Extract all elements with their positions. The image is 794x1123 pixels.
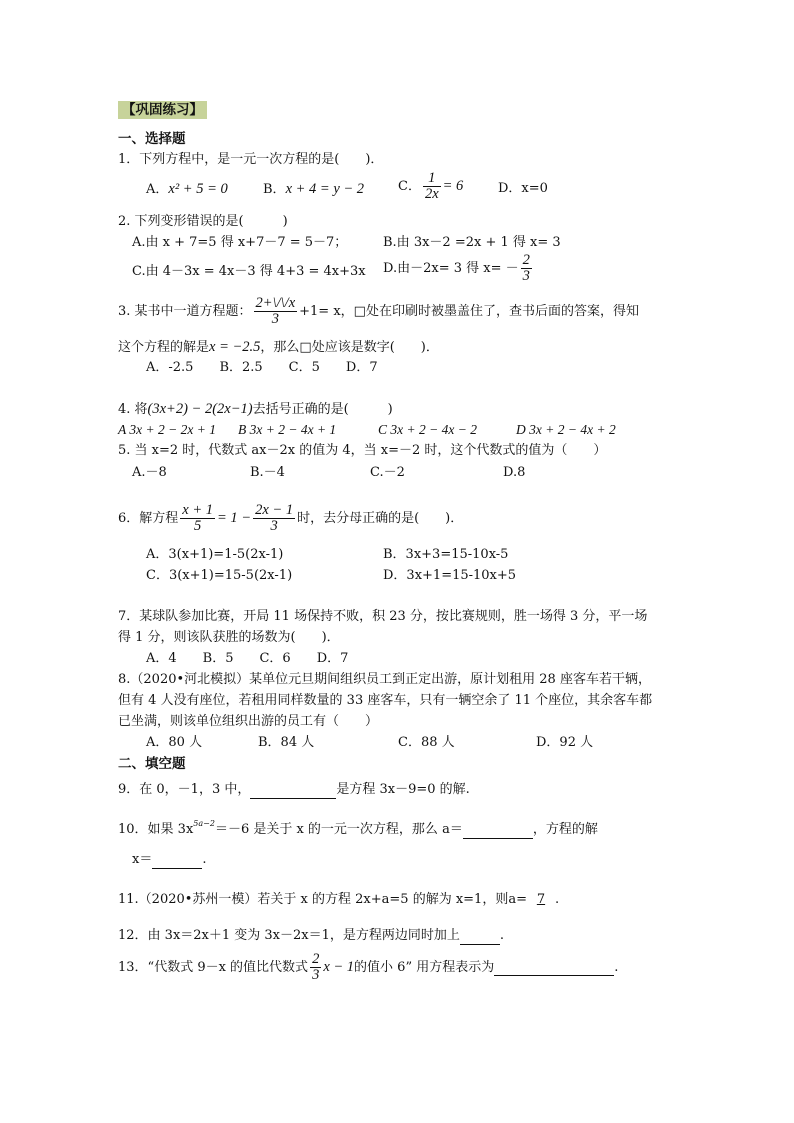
q6-stem (118, 503, 463, 534)
q6-d2: 3 (253, 518, 295, 534)
q10-line1 (118, 819, 598, 839)
q10-exponent: 5a−2 (193, 819, 215, 828)
q10-a-blank[interactable] (463, 822, 533, 839)
q9-pre: 9．在 0，－1，3 中， (118, 782, 251, 797)
q11-pre: 11.（2020•苏州一模）若关于 x 的方程 2x+a=5 的解为 x=1，则a= (118, 892, 527, 907)
q1-b-label: B． (263, 182, 286, 197)
q3-options: A．-2.5 B．2.5 C．5 D．7 (146, 360, 378, 375)
q6-fraction-1 (180, 503, 215, 534)
q3-line2-pre: 这个方程的解是 (118, 340, 210, 355)
q6-option-a: A．3(x+1)=1-5(2x-1) (146, 547, 284, 562)
q3-line2-math: x = −2.5 (209, 339, 261, 355)
q10-line2 (132, 852, 206, 869)
q1-c-num: 1 (428, 170, 436, 186)
q1-c-label: C． (398, 179, 421, 195)
q1-option-d: D．x=0 (498, 181, 548, 196)
q10-pre: 10．如果 3x (118, 822, 194, 837)
q3-pre: 3. 某书中一道方程题： (118, 303, 252, 319)
q6-option-d: D．3x+1=15-10x+5 (383, 568, 517, 583)
q2-d-text: D.由－2x= 3 得 x= － (383, 260, 519, 276)
q4-option-b: B 3x + 2 − 4x + 1 (238, 422, 337, 437)
q2-option-b: B.由 3x－2 =2x + 1 得 x= 3 (383, 235, 561, 250)
q8-line2: 但有 4 人没有座位，若租用同样数量的 33 座客车，只有一辆空余了 11 个座位，其余客车都 (118, 693, 653, 708)
q4-stem-math: (3x+2) − 2(2x−1) (147, 401, 253, 417)
q10-x-blank[interactable] (152, 852, 202, 869)
q1-option-a (146, 181, 228, 198)
q4-option-a: A 3x + 2 − 2x + 1 (118, 422, 216, 437)
q8-option-c: C．88 人 (398, 735, 455, 750)
q2-stem: 2. 下列变形错误的是( ) (118, 214, 288, 229)
q5-option-b: B.－4 (250, 465, 285, 480)
q9-line (118, 782, 470, 799)
q6-n2: 2x − 1 (255, 502, 294, 518)
section-tag-consolidation: 【巩固练习】 (118, 101, 207, 119)
q12-answer-blank[interactable] (460, 928, 500, 945)
q8-option-a: A．80 人 (146, 735, 203, 750)
q5-option-c: C.－2 (370, 465, 405, 480)
q13-line (118, 952, 618, 983)
q13-post: 的值小 6” 用方程表示为 (354, 959, 495, 975)
q4-stem (118, 401, 393, 418)
q3-fraction (254, 296, 298, 327)
q9-post: 是方程 3x－9=0 的解. (336, 782, 470, 797)
q2-option-a: A.由 x + 7=5 得 x+7－7 = 5－7； (132, 235, 348, 250)
q1-a-math: x² + 5 = 0 (168, 181, 228, 197)
q12-post: . (499, 928, 505, 943)
q7-line1: 7．某球队参加比赛，开局 11 场保持不败，积 23 分，按比赛规则，胜一场得 3 分，平一场 (118, 609, 648, 624)
q3-line1 (118, 296, 639, 327)
q1-stem: 1．下列方程中，是一元一次方程的是( )． (118, 152, 384, 167)
q13-pre: 13．“代数式 9－x 的值比代数式 (118, 959, 309, 975)
q2-d-fraction (521, 253, 532, 284)
q6-n1: x + 1 (182, 502, 214, 518)
q4-stem-pre: 4. 将 (118, 402, 148, 417)
q6-post: 时，去分母正确的是( )． (297, 510, 464, 526)
q2-option-c: C.由 4－3x = 4x－3 得 4+3 = 4x+3x (132, 264, 366, 279)
q10-line2-pre: x＝ (132, 852, 153, 867)
q3-num: 2+\/\/x (255, 295, 296, 311)
q2-option-d (383, 253, 534, 284)
q3-line2 (118, 339, 439, 356)
q6-fraction-2 (253, 503, 295, 534)
q1-c-tail: = 6 (442, 178, 464, 195)
q8-option-d: D．92 人 (536, 735, 594, 750)
q7-options: A．4 B．5 C．6 D．7 (146, 651, 349, 666)
q1-option-b (263, 181, 364, 198)
q13-num: 2 (312, 951, 320, 967)
q6-option-c: C．3(x+1)=15-5(2x-1) (146, 568, 293, 583)
section-heading-fill: 二、填空题 (118, 756, 186, 772)
q10-post: ，方程的解 (532, 822, 598, 837)
q4-option-c: C 3x + 2 − 4x − 2 (378, 422, 477, 437)
q11-answer: 7 (536, 892, 546, 907)
q1-b-math: x + 4 = y − 2 (285, 181, 365, 197)
q11-post: . (554, 892, 560, 907)
section-heading-choice: 一、选择题 (118, 131, 186, 147)
q13-fraction (310, 952, 321, 983)
q5-option-d: D.8 (503, 465, 526, 480)
q5-stem: 5. 当 x=2 时，代数式 ax－2x 的值为 4，当 x=－2 时，这个代数式的值为（ ） (118, 443, 607, 458)
q10-mid: ＝－6 是关于 x 的一元一次方程，那么 a＝ (214, 822, 463, 837)
q3-post: +1= x，□处在印刷时被墨盖住了，查书后面的答案，得知 (299, 303, 639, 319)
q6-option-b: B．3x+3=15-10x-5 (383, 547, 509, 562)
q3-den: 3 (254, 311, 298, 327)
q6-pre: 6．解方程 (118, 510, 179, 526)
q13-den: 3 (312, 967, 320, 984)
q3-line2-post: ，那么□处应该是数字( )． (260, 340, 439, 355)
q4-option-d: D 3x + 2 − 4x + 2 (516, 422, 616, 437)
q4-stem-post: 去括号正确的是( ) (252, 402, 393, 417)
q10-line2-post: . (202, 852, 207, 867)
q13-answer-blank[interactable] (494, 959, 614, 976)
q9-answer-blank[interactable] (250, 782, 336, 799)
q12-line (118, 928, 504, 945)
q12-pre: 12．由 3x＝2x＋1 变为 3x－2x＝1，是方程两边同时加上 (118, 928, 460, 943)
q1-option-c (398, 171, 463, 202)
q6-d1: 5 (180, 518, 215, 534)
q8-line3: 已坐满，则该单位组织出游的员工有（ ） (118, 714, 379, 729)
q13-math: x − 1 (323, 959, 355, 976)
q8-line1: 8.（2020•河北模拟）某单位元旦期间组织员工到正定出游，原计划租用 28 座客车若干辆， (118, 672, 651, 687)
q7-line2: 得 1 分，则该队获胜的场数为( )． (118, 630, 340, 645)
q1-c-den: 2x (424, 186, 439, 203)
q8-option-b: B．84 人 (258, 735, 315, 750)
q2-d-den: 3 (522, 268, 530, 285)
q13-end: . (614, 959, 619, 975)
q1-c-fraction (423, 171, 441, 202)
q11-line (118, 892, 559, 908)
q2-d-num: 2 (522, 252, 530, 268)
q1-a-label: A． (146, 182, 169, 197)
q5-option-a: A.－8 (132, 465, 167, 480)
q6-mid: = 1 − (217, 510, 252, 527)
